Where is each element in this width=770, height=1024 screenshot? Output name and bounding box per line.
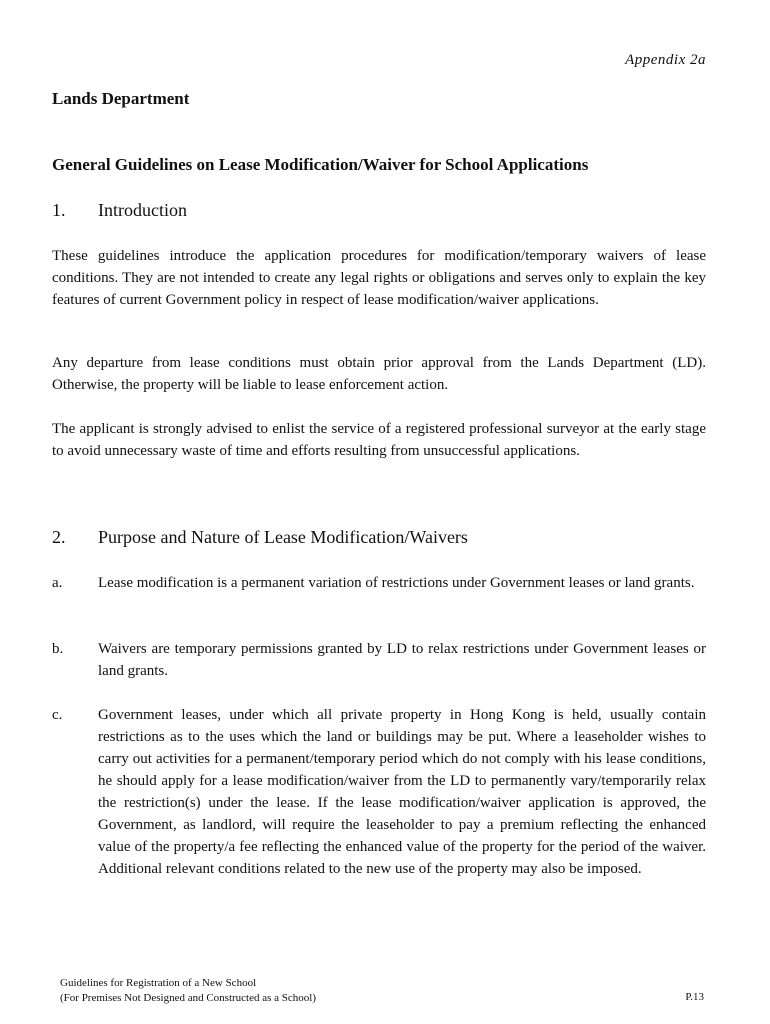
list-item-text: Lease modification is a permanent variation of restrictions under Government leases or land grants. (98, 575, 695, 591)
page-footer (60, 976, 316, 1006)
appendix-label: Appendix 2a (625, 52, 706, 68)
list-marker: c. (52, 707, 63, 723)
section-1-title: Introduction (98, 200, 187, 220)
page-number: P.13 (685, 991, 704, 1003)
list-item-c (52, 704, 706, 880)
footer-line-1: Guidelines for Registration of a New School (60, 977, 257, 989)
list-marker: a. (52, 575, 63, 591)
intro-paragraph-2: Any departure from lease conditions must obtain prior approval from the Lands Department (LD). Otherwise, the property will be liable to lease enforcement action. (52, 355, 706, 393)
document-title: General Guidelines on Lease Modification/Waiver for School Applications (52, 155, 589, 174)
list-item-b (52, 638, 706, 682)
intro-paragraph-3: The applicant is strongly advised to enlist the service of a registered professional surveyor at the early stage to avoid unnecessary waste of time and efforts resulting from unsuccessful applications. (52, 421, 706, 459)
list-item-a (52, 572, 706, 594)
section-2-heading (52, 527, 468, 548)
department-name: Lands Department (52, 89, 190, 108)
list-marker: b. (52, 641, 64, 657)
list-item-text: Government leases, under which all private property in Hong Kong is held, usually contain restrictions as to the uses which the land or buildings may be put. Where a leaseholder wishes to carry out activities for a permanent/temporary period which do not comply with his lease conditions, he should apply for a lease modification/waiver from the LD to permanently vary/temporarily relax the restriction(s) under the lease. If the lease modification/waiver application is approved, the Government, as landlord, will require the leaseholder to pay a premium reflecting the enhanced value of the property/a fee reflecting the enhanced value of the property for the period of the waiver. Additional relevant conditions related to the new use of the property may also be imposed. (98, 707, 706, 877)
list-item-text: Waivers are temporary permissions granted by LD to relax restrictions under Government leases or land grants. (98, 641, 706, 679)
section-2-title: Purpose and Nature of Lease Modification/Waivers (98, 527, 468, 547)
intro-paragraph-1: These guidelines introduce the application procedures for modification/temporary waivers of lease conditions. They are not intended to create any legal rights or obligations and serves only to explain the key features of current Government policy in respect of lease modification/waiver applications. (52, 248, 706, 308)
section-1-number: 1. (52, 200, 66, 220)
footer-line-2: (For Premises Not Designed and Constructed as a School) (60, 992, 317, 1004)
section-2-number: 2. (52, 527, 66, 547)
section-1-heading (52, 200, 187, 221)
